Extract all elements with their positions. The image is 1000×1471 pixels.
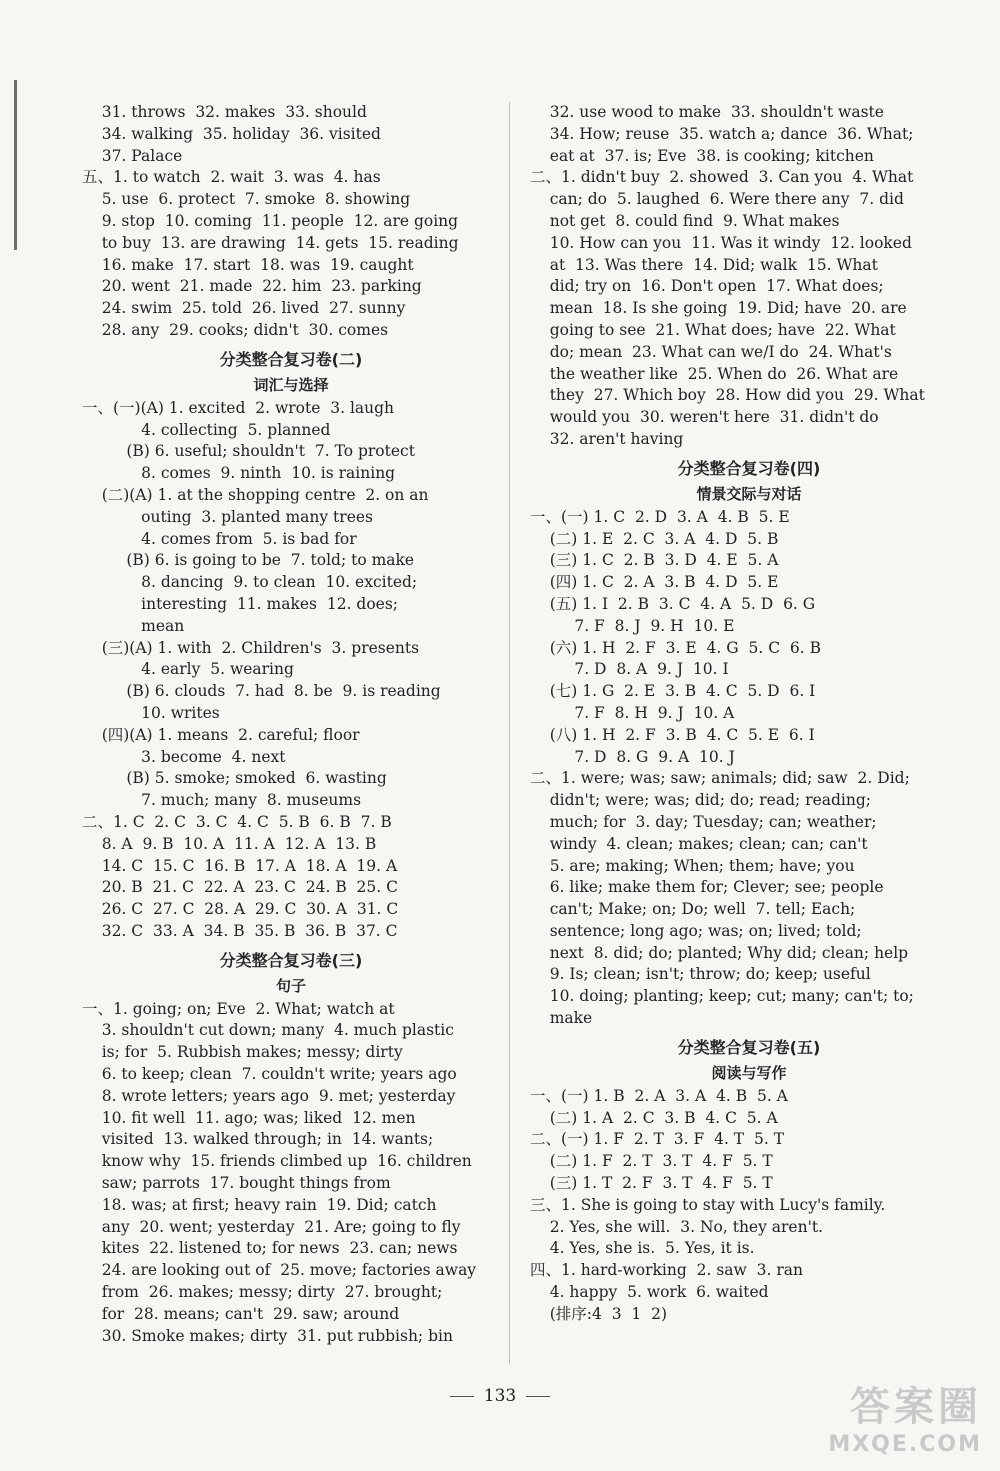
answer-line: 2. Yes, she will. 3. No, they aren't. (530, 1217, 824, 1236)
answer-line: 3. become 4. next (82, 747, 286, 766)
answer-line: (二)(A) 1. at the shopping centre 2. on an (82, 485, 429, 504)
answer-line: 16. make 17. start 18. was 19. caught (82, 255, 414, 274)
answer-line: know why 15. friends climbed up 16. children (82, 1152, 472, 1171)
answer-line: 二、1. were; was; saw; animals; did; saw 2. Did; (530, 769, 910, 788)
answer-line: (三) 1. C 2. B 3. D 4. E 5. A (530, 551, 779, 570)
answer-line: (二) 1. F 2. T 3. T 4. F 5. T (530, 1152, 773, 1171)
answer-line: 32. use wood to make 33. shouldn't waste (530, 103, 884, 121)
answer-line: going to see 21. What does; have 22. What (530, 320, 896, 339)
answer-line: next 8. did; do; planted; Why did; clean; help (530, 943, 909, 962)
answer-line: outing 3. planted many trees (82, 507, 373, 526)
answer-line: 20. went 21. made 22. him 23. parking (82, 277, 422, 296)
watermark-logo-text: 答案圈 (850, 1384, 982, 1430)
answer-line: 8. comes 9. ninth 10. is raining (82, 464, 396, 483)
answer-line: saw; parrots 17. bought things from (82, 1174, 391, 1193)
answer-line: did; try on 16. Don't open 17. What does; (530, 277, 884, 296)
answer-line: 5. are; making; When; them; have; you (530, 856, 855, 875)
answer-line: kites 22. listened to; for news 23. can; news (82, 1239, 458, 1258)
right-column (530, 102, 968, 1326)
section-subtitle: 情景交际与对话 (696, 484, 802, 503)
answer-line: (五) 1. I 2. B 3. C 4. A 5. D 6. G (530, 594, 816, 613)
answer-line: 32. C 33. A 34. B 35. B 36. B 37. C (82, 921, 398, 940)
answer-line: (四)(A) 1. means 2. careful; floor (82, 725, 360, 744)
answer-line: 30. Smoke makes; dirty 31. put rubbish; bin (82, 1326, 453, 1345)
answer-line: 26. C 27. C 28. A 29. C 30. A 31. C (82, 900, 399, 919)
answer-line: 3. shouldn't cut down; many 4. much plastic (82, 1021, 454, 1040)
answer-line: (三) 1. T 2. F 3. T 4. F 5. T (530, 1174, 773, 1193)
answer-line: 10. How can you 11. Was it windy 12. looked (530, 233, 912, 252)
answer-line: for 28. means; can't 29. saw; around (82, 1304, 400, 1323)
answer-line: windy 4. clean; makes; clean; can; can't (530, 834, 868, 853)
page-number-text: 133 (483, 1386, 517, 1406)
answer-line: 9. stop 10. coming 11. people 12. are going (82, 211, 459, 230)
column-divider (509, 102, 510, 1364)
answer-line: (B) 5. smoke; smoked 6. wasting (82, 769, 387, 788)
answer-line: 20. B 21. C 22. A 23. C 24. B 25. C (82, 878, 398, 897)
answer-line: to buy 13. are drawing 14. gets 15. reading (82, 233, 459, 252)
answer-line: the weather like 25. When do 26. What are (530, 364, 899, 383)
answer-line: 7. F 8. J 9. H 10. E (530, 616, 735, 635)
answer-line: at 13. Was there 14. Did; walk 15. What (530, 255, 878, 274)
answer-line: 7. F 8. H 9. J 10. A (530, 703, 735, 722)
answer-line: 7. D 8. G 9. A 10. J (530, 747, 735, 766)
answer-line: 6. to keep; clean 7. couldn't write; years ago (82, 1065, 457, 1084)
answer-line: do; mean 23. What can we/I do 24. What's (530, 342, 892, 361)
section-subtitle: 阅读与写作 (711, 1063, 787, 1082)
answer-line: 二、(一) 1. F 2. T 3. F 4. T 5. T (530, 1130, 785, 1149)
answer-line: (B) 6. clouds 7. had 8. be 9. is reading (82, 682, 441, 701)
answer-line: mean (82, 616, 185, 635)
answer-line: 24. are looking out of 25. move; factories away (82, 1261, 477, 1280)
section-title: 分类整合复习卷(四) (677, 458, 821, 478)
answer-line: didn't; were; was; did; do; read; reading; (530, 791, 871, 810)
answer-line: 31. throws 32. makes 33. should (82, 103, 367, 121)
answer-line: (B) 6. is going to be 7. told; to make (82, 551, 415, 570)
answer-line: 4. comes from 5. is bad for (82, 529, 357, 548)
answer-line: 34. walking 35. holiday 36. visited (82, 124, 381, 143)
answer-line: can't; Make; on; Do; well 7. tell; Each; (530, 900, 856, 919)
answer-line: can; do 5. laughed 6. Were there any 7. did (530, 190, 904, 209)
answer-line: 9. Is; clean; isn't; throw; do; keep; useful (530, 965, 871, 984)
answer-line: from 26. makes; messy; dirty 27. brought; (82, 1283, 443, 1302)
watermark-url: MXQE.COM (828, 1432, 982, 1457)
page-number-dash-left (450, 1396, 474, 1397)
answer-line: (八) 1. H 2. F 3. B 4. C 5. E 6. I (530, 725, 815, 744)
section-title: 分类整合复习卷(五) (677, 1037, 821, 1057)
answer-line: 8. A 9. B 10. A 11. A 12. A 13. B (82, 834, 377, 853)
left-column (82, 102, 500, 1347)
answer-line: eat at 37. is; Eve 38. is cooking; kitchen (530, 146, 874, 165)
answer-line: 24. swim 25. told 26. lived 27. sunny (82, 299, 406, 318)
answer-line: 4. Yes, she is. 5. Yes, it is. (530, 1239, 755, 1258)
answer-line: 7. D 8. A 9. J 10. I (530, 660, 729, 679)
answer-line: 一、(一) 1. B 2. A 3. A 4. B 5. A (530, 1086, 788, 1105)
margin-mark (14, 80, 17, 250)
section-subtitle: 句子 (275, 976, 306, 995)
answer-line: 一、1. going; on; Eve 2. What; watch at (82, 999, 395, 1018)
answer-line: visited 13. walked through; in 14. wants; (82, 1130, 434, 1149)
answer-line: (二) 1. A 2. C 3. B 4. C 5. A (530, 1108, 778, 1127)
answer-line: 37. Palace (82, 146, 183, 165)
section-title: 分类整合复习卷(三) (219, 950, 363, 970)
answer-line: 10. writes (82, 703, 220, 722)
answer-line: is; for 5. Rubbish makes; messy; dirty (82, 1043, 403, 1062)
answer-line: 34. How; reuse 35. watch a; dance 36. What; (530, 124, 914, 143)
answer-line: 4. happy 5. work 6. waited (530, 1283, 769, 1302)
answer-line: 18. was; at first; heavy rain 19. Did; catch (82, 1195, 437, 1214)
answer-line: make (530, 1009, 593, 1028)
answer-line: mean 18. Is she going 19. Did; have 20. are (530, 299, 907, 318)
answer-line: 7. much; many 8. museums (82, 791, 362, 810)
answer-line: 五、1. to watch 2. wait 3. was 4. has (82, 168, 381, 187)
answer-line: 6. like; make them for; Clever; see; people (530, 878, 884, 897)
answer-line: sentence; long ago; was; on; lived; told; (530, 921, 862, 940)
answer-line: 四、1. hard-working 2. saw 3. ran (530, 1261, 804, 1280)
answer-line: 三、1. She is going to stay with Lucy's family. (530, 1195, 886, 1214)
answer-line: 8. wrote letters; years ago 9. met; yesterday (82, 1086, 456, 1105)
answer-line: 5. use 6. protect 7. smoke 8. showing (82, 190, 411, 209)
page-number-dash-right (526, 1396, 550, 1397)
answer-line: interesting 11. makes 12. does; (82, 594, 399, 613)
section-subtitle: 词汇与选择 (253, 375, 329, 394)
answer-line: (二) 1. E 2. C 3. A 4. D 5. B (530, 529, 779, 548)
answer-line: 二、1. didn't buy 2. showed 3. Can you 4. What (530, 168, 914, 187)
answer-line: not get 8. could find 9. What makes (530, 211, 840, 230)
answer-line: 一、(一)(A) 1. excited 2. wrote 3. laugh (82, 398, 395, 417)
answer-line: 10. fit well 11. ago; was; liked 12. men (82, 1108, 416, 1127)
answer-line: would you 30. weren't here 31. didn't do (530, 408, 879, 427)
answer-line: (排序:4 3 1 2) (530, 1304, 668, 1323)
answer-line: 28. any 29. cooks; didn't 30. comes (82, 320, 389, 339)
answer-line: much; for 3. day; Tuesday; can; weather; (530, 812, 877, 831)
answer-line: they 27. Which boy 28. How did you 29. What (530, 386, 925, 405)
watermark (828, 1375, 982, 1457)
answer-line: (七) 1. G 2. E 3. B 4. C 5. D 6. I (530, 682, 816, 701)
answer-line: 10. doing; planting; keep; cut; many; can't; to; (530, 987, 914, 1006)
answer-line: any 20. went; yesterday 21. Are; going to fly (82, 1217, 461, 1236)
answer-line: 32. aren't having (530, 429, 684, 448)
section-title: 分类整合复习卷(二) (219, 349, 363, 369)
answer-line: 一、(一) 1. C 2. D 3. A 4. B 5. E (530, 507, 790, 526)
answer-line: 二、1. C 2. C 3. C 4. C 5. B 6. B 7. B (82, 812, 392, 831)
answer-line: 8. dancing 9. to clean 10. excited; (82, 573, 418, 592)
answer-line: (B) 6. useful; shouldn't 7. To protect (82, 442, 415, 461)
answer-line: (六) 1. H 2. F 3. E 4. G 5. C 6. B (530, 638, 822, 657)
answer-line: (三)(A) 1. with 2. Children's 3. presents (82, 638, 420, 657)
answer-line: 4. early 5. wearing (82, 660, 294, 679)
answer-line: (四) 1. C 2. A 3. B 4. D 5. E (530, 573, 779, 592)
answer-line: 4. collecting 5. planned (82, 420, 331, 439)
answer-line: 14. C 15. C 16. B 17. A 18. A 19. A (82, 856, 398, 875)
